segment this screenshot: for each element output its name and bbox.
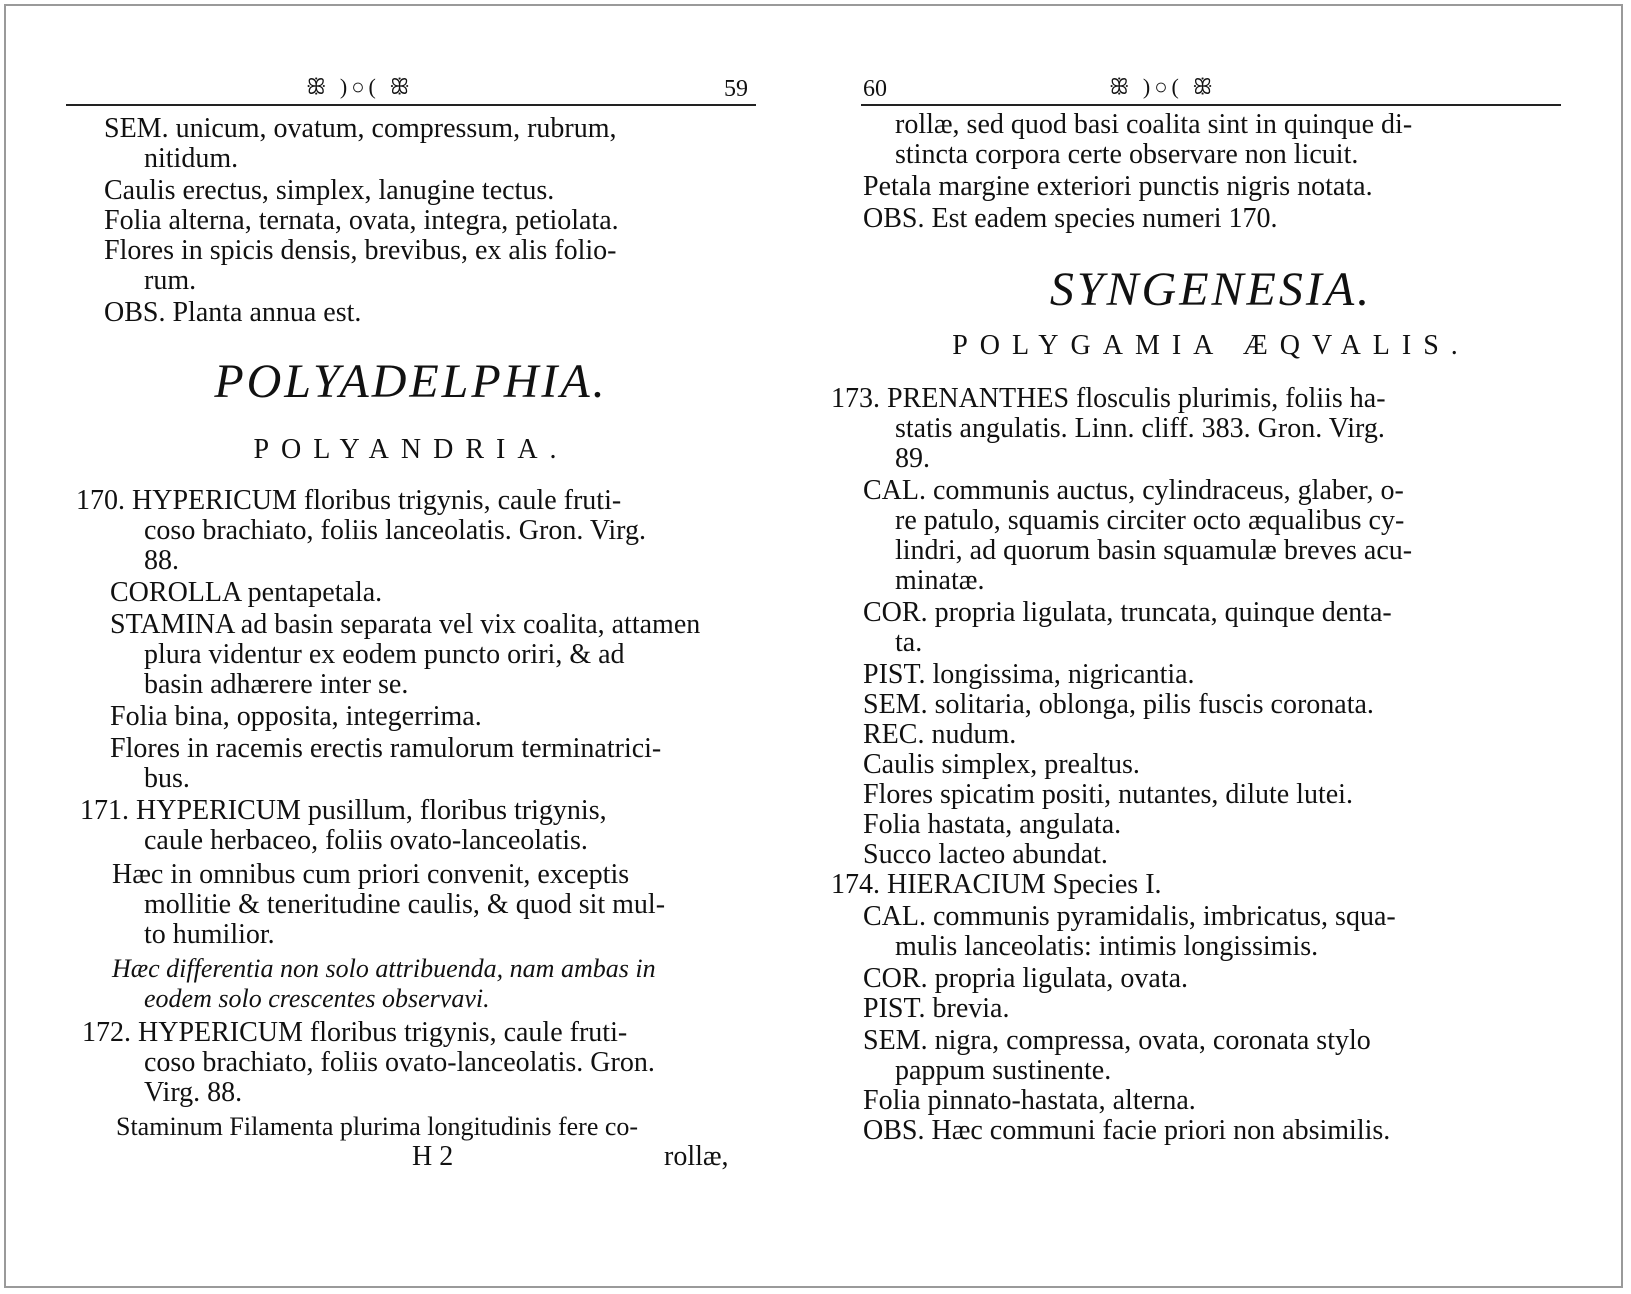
left-entry-line: Flores in racemis erectis ramulorum terminatrici- (110, 733, 662, 764)
left-entry-line: 170. HYPERICUM floribus trigynis, caule fruti- (76, 485, 622, 516)
left-entry-line: Hæc differentia non solo attribuenda, nam ambas in (112, 954, 656, 983)
left-entry-line: bus. (144, 763, 190, 794)
right-line: rollæ, sed quod basi coalita sint in quinque di- (895, 109, 1413, 140)
right-entry-line: pappum sustinente. (895, 1055, 1112, 1086)
right-entry-line: statis angulatis. Linn. cliff. 383. Gron. Virg. (895, 413, 1385, 444)
right-entry-line: minatæ. (895, 565, 985, 596)
left-entry-line: Virg. 88. (144, 1077, 243, 1108)
left-entry-line: Hæc in omnibus cum priori convenit, exceptis (112, 859, 630, 890)
right-entry-line: Succo lacteo abundat. (863, 839, 1108, 870)
right-entry-line: Folia pinnato-hastata, alterna. (863, 1085, 1196, 1116)
left-line: nitidum. (144, 143, 239, 174)
left-line: Folia alterna, ternata, ovata, integra, petiolata. (104, 205, 619, 236)
right-entry-line: re patulo, squamis circiter octo æqualibus cy- (895, 505, 1405, 536)
left-line: SEM. unicum, ovatum, compressum, rubrum, (104, 113, 617, 144)
left-entry-line: mollitie & teneritudine caulis, & quod sit mul- (144, 889, 666, 920)
left-line: Caulis erectus, simplex, lanugine tectus. (104, 175, 555, 206)
right-line: OBS. Est eadem species numeri 170. (863, 203, 1278, 234)
right-entry-line: REC. nudum. (863, 719, 1017, 750)
right-entry-line: PIST. longissima, nigricantia. (863, 659, 1195, 690)
class-heading-polyadelphia: POLYADELPHIA. (214, 355, 608, 408)
right-running-head (861, 68, 1561, 106)
left-head-ornament: ꕥ )○( ꕥ (306, 74, 414, 99)
left-entry-line: Staminum Filamenta plurima longitudinis fere co- (116, 1112, 639, 1141)
left-entry-line: STAMINA ad basin separata vel vix coalita, attamen (110, 609, 701, 640)
left-page-number: 59 (724, 76, 748, 102)
class-heading-syngenesia: SYNGENESIA. (1049, 263, 1373, 316)
left-line: OBS. Planta annua est. (104, 297, 362, 328)
order-heading-polygamia-aequalis: POLYGAMIA ÆQVALIS. (952, 330, 1470, 361)
right-entry-line: 173. PRENANTHES flosculis plurimis, foliis ha- (831, 383, 1386, 414)
left-entry-line: plura videntur ex eodem puncto oriri, & ad (144, 639, 625, 670)
right-line: Petala margine exteriori punctis nigris notata. (863, 171, 1373, 202)
left-entry-line: eodem solo crescentes observavi. (144, 984, 490, 1013)
page-frame (4, 4, 1623, 1288)
right-entry-line: SEM. nigra, compressa, ovata, coronata stylo (863, 1025, 1371, 1056)
right-line: stincta corpora certe observare non licuit. (895, 139, 1359, 170)
left-entry-line: coso brachiato, foliis lanceolatis. Gron. Virg. (144, 515, 646, 546)
right-entry-line: PIST. brevia. (863, 993, 1010, 1024)
left-entry-line: to humilior. (144, 919, 275, 950)
right-entry-line: COR. propria ligulata, ovata. (863, 963, 1189, 994)
left-entry-line: COROLLA pentapetala. (110, 577, 383, 608)
left-entry-line: 171. HYPERICUM pusillum, floribus trigynis, (80, 795, 607, 826)
right-entry-line: lindri, ad quorum basin squamulæ breves acu- (895, 535, 1413, 566)
right-entry-line: ta. (895, 627, 923, 658)
left-entry-line: caule herbaceo, foliis ovato-lanceolatis. (144, 825, 588, 856)
left-entry-line: coso brachiato, foliis ovato-lanceolatis. Gron. (144, 1047, 655, 1078)
right-entry-line: SEM. solitaria, oblonga, pilis fuscis coronata. (863, 689, 1374, 720)
right-entry-line: 89. (895, 443, 930, 474)
right-entry-line: Folia hastata, angulata. (863, 809, 1122, 840)
right-page-number: 60 (863, 76, 887, 102)
right-head-ornament: ꕥ )○( ꕥ (1109, 74, 1217, 99)
right-entry-line: 174. HIERACIUM Species I. (831, 869, 1162, 900)
right-entry-line: CAL. communis auctus, cylindraceus, glaber, o- (863, 475, 1404, 506)
left-running-head (66, 68, 756, 106)
right-entry-line: mulis lanceolatis: intimis longissimis. (895, 931, 1319, 962)
left-line: rum. (144, 265, 197, 296)
catchword: rollæ, (664, 1141, 729, 1172)
left-entry-line: basin adhærere inter se. (144, 669, 409, 700)
right-entry-line: OBS. Hæc communi facie priori non absimilis. (863, 1115, 1391, 1146)
order-heading-polyandria: POLYANDRIA. (253, 434, 569, 465)
left-line: Flores in spicis densis, brevibus, ex alis folio- (104, 235, 617, 266)
right-entry-line: Caulis simplex, prealtus. (863, 749, 1140, 780)
right-entry-line: Flores spicatim positi, nutantes, dilute lutei. (863, 779, 1353, 810)
signature-mark: H 2 (412, 1141, 454, 1172)
left-entry-line: 88. (144, 545, 179, 576)
right-entry-line: CAL. communis pyramidalis, imbricatus, squa- (863, 901, 1396, 932)
left-entry-line: 172. HYPERICUM floribus trigynis, caule fruti- (82, 1017, 628, 1048)
left-entry-line: Folia bina, opposita, integerrima. (110, 701, 482, 732)
right-entry-line: COR. propria ligulata, truncata, quinque denta- (863, 597, 1392, 628)
